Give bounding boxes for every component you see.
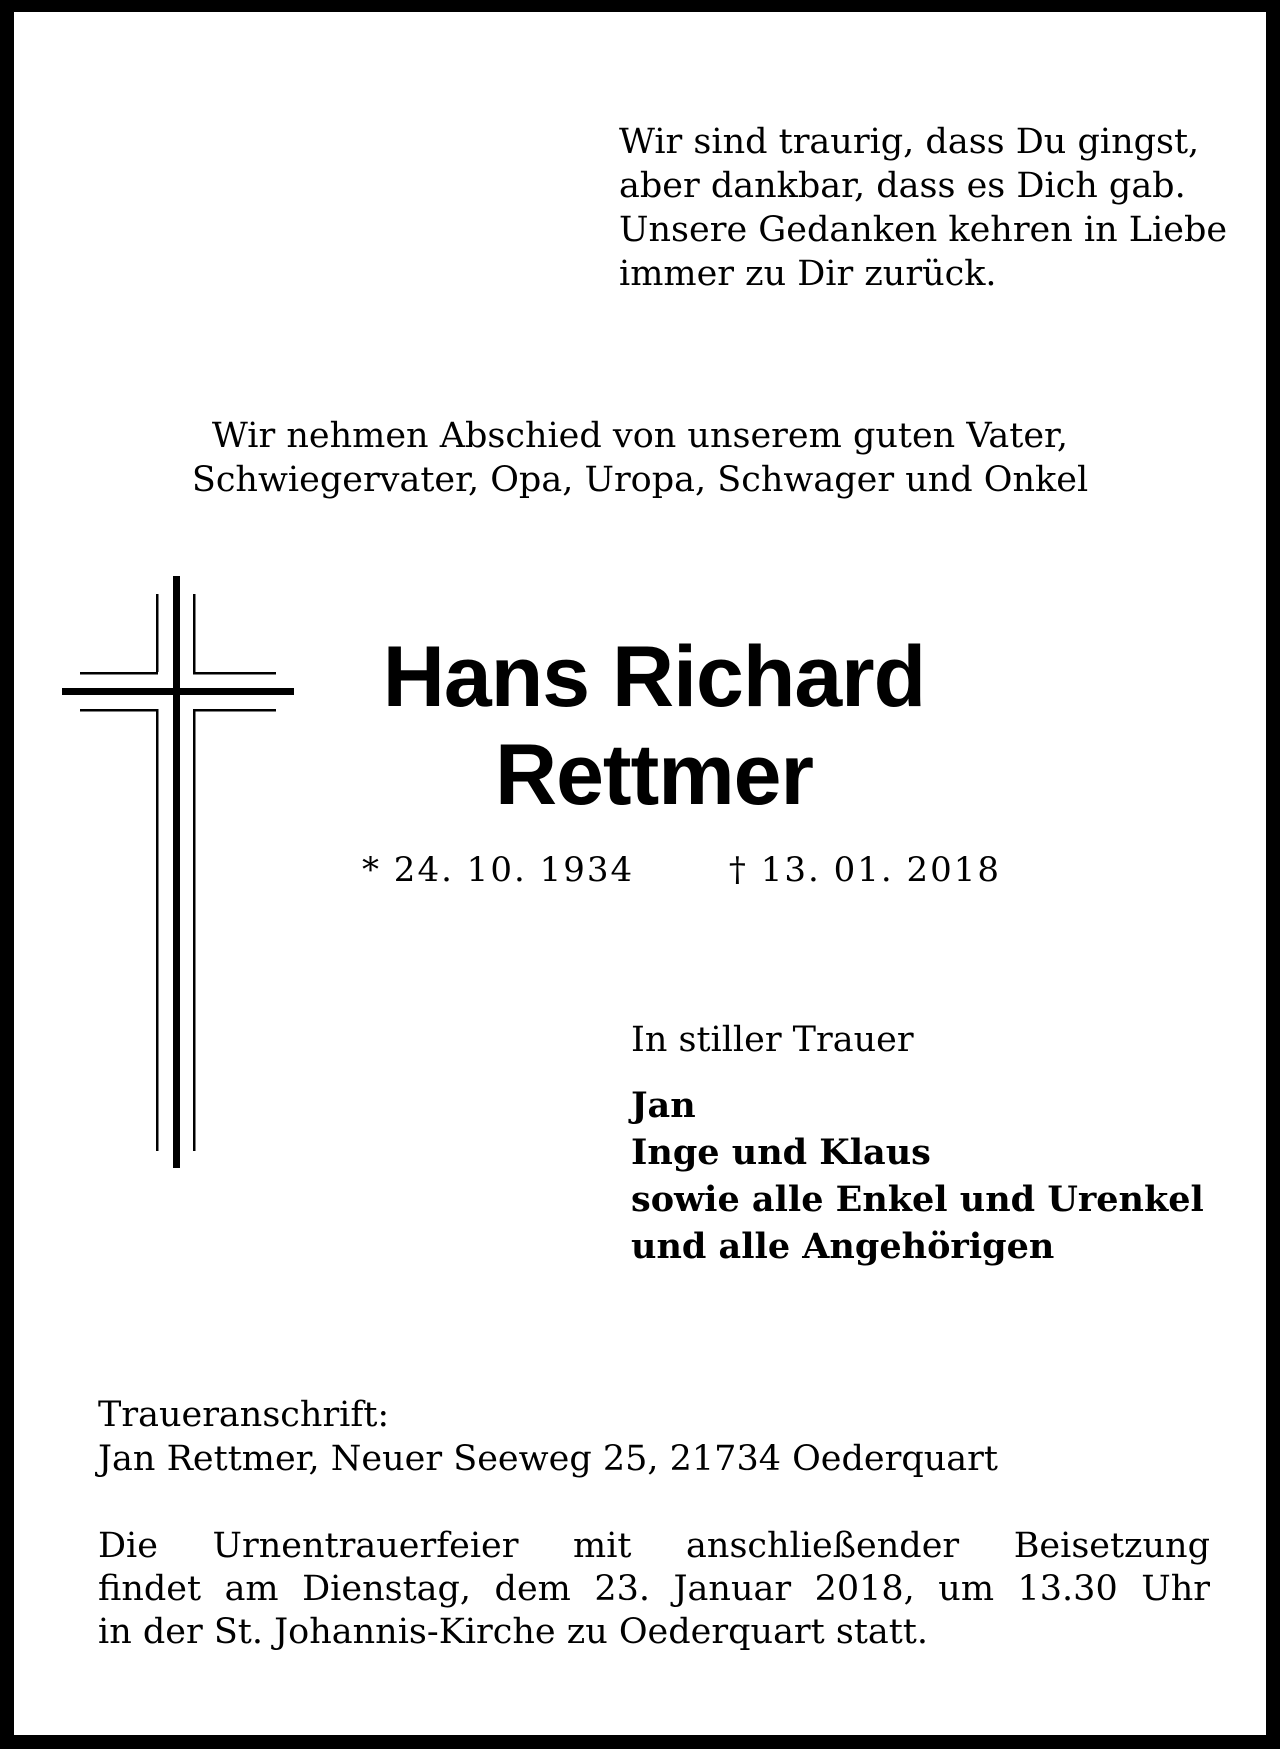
service-line: findet am Dienstag, dem 23. Januar 2018, um 13.30 Uhr — [98, 1569, 1210, 1609]
deceased-first-names: Hans Richard — [382, 629, 926, 725]
service-line: in der St. Johannis-Kirche zu Oederquart statt. — [98, 1612, 929, 1652]
mourner-entry: Jan — [631, 1085, 696, 1126]
death-date: † 13. 01. 2018 — [728, 850, 1001, 890]
mourner-entry: Inge und Klaus — [631, 1132, 931, 1173]
birth-date: * 24. 10. 1934 — [362, 850, 635, 890]
deceased-surname: Rettmer — [495, 727, 813, 823]
poem-line: aber dankbar, dass es Dich gab. — [619, 166, 1186, 206]
poem-line: Wir sind traurig, dass Du gingst, — [619, 122, 1200, 162]
farewell-line: Schwiegervater, Opa, Uropa, Schwager und Onkel — [191, 460, 1089, 500]
farewell-text — [14, 414, 1266, 502]
double-line-cross-icon — [62, 576, 294, 1168]
poem-line: Unsere Gedanken kehren in Liebe — [619, 210, 1228, 250]
memorial-poem — [619, 120, 1239, 296]
condolence-address — [98, 1393, 998, 1481]
farewell-line: Wir nehmen Abschied von unserem guten Vater, — [211, 416, 1069, 456]
address-value: Jan Rettmer, Neuer Seeweg 25, 21734 Oederquart — [98, 1439, 998, 1479]
life-dates — [362, 848, 1001, 892]
service-line: Die Urnentrauerfeier mit anschließender Beisetzung — [98, 1526, 1210, 1566]
mourner-entry: und alle Angehörigen — [631, 1226, 1055, 1267]
funeral-service-info — [98, 1525, 1210, 1654]
mourning-intro: In stiller Trauer — [631, 1020, 914, 1060]
poem-line: immer zu Dir zurück. — [619, 254, 997, 294]
mourners-list — [631, 1082, 1204, 1270]
deceased-name — [314, 628, 994, 824]
address-label: Traueranschrift: — [98, 1395, 390, 1435]
mourner-entry: sowie alle Enkel und Urenkel — [631, 1179, 1204, 1220]
